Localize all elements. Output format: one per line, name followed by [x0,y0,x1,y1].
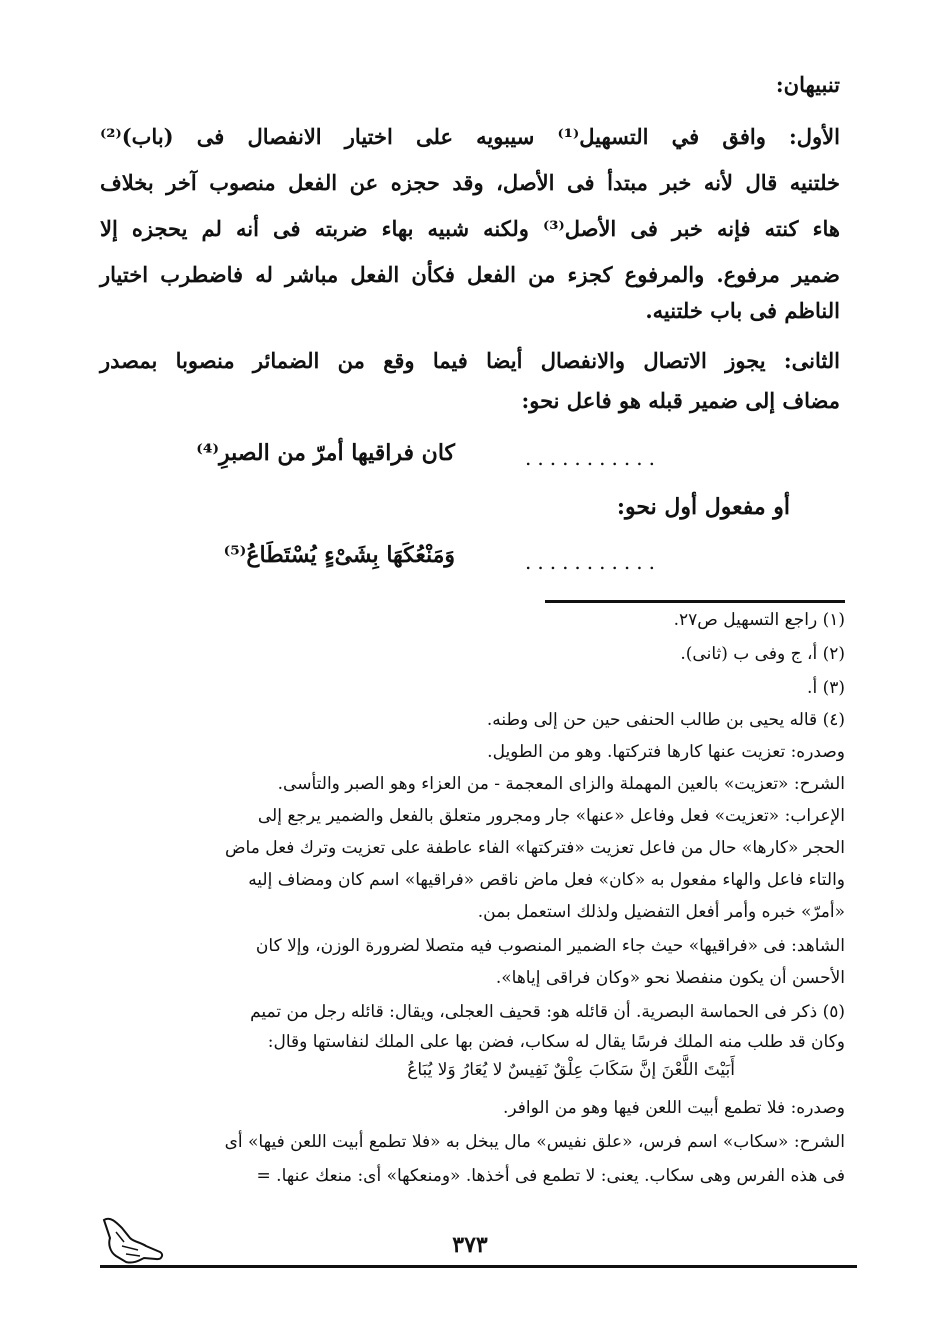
footnote-1: (١) راجع التسهيل ص٢٧. [673,610,845,630]
footnote-4-line-6: والتاء فاعل والهاء مفعول به «كان» فعل ماض ناقص «فراقيها» اسم كان ومضاف إليه [248,870,845,890]
pointing-hand-icon [100,1212,166,1272]
section-heading: تنبيهان: [775,72,840,97]
verse-example-1: كان فراقيها أمرّ من الصبرِ⁽⁴⁾ [196,440,455,466]
footnote-4-line-5: الحجر «كارها» حال من فاعل تعزيت «فتركتها» الفاء عاطفة على تعزيت وترك فعل ماض [224,838,845,858]
footnote-4-line-2: وصدره: تعزيت عنها كارها فتركتها. وهو من الطويل. [487,742,845,762]
footnote-5-line-6: فى هذه الفرس وهى سكاب. يعنى: لا تطمع فى أخذها. «ومنعكها» أى: منعك عنها. = [256,1166,845,1186]
footnote-2: (٢) أ، ج وفى ب (ثانى). [680,644,845,664]
first-note-line-5: الناظم فى باب خلتنيه. [645,298,840,323]
verse-example-2: وَمَنْعُكَهَا بِشَىْءٍ يُسْتَطَاعُ⁽⁵⁾ [223,542,455,568]
first-note-line-3: هاء كنته فإنه خبر فى الأصل⁽³⁾ ولكنه شبيه بهاء ضربته فى أنه لم يحجزه إلا [100,216,840,241]
verse-dots-2: ........... [525,550,661,574]
footnote-4-line-7: «أمرّ» خبره وأمر أفعل التفضيل ولذلك استعمل بمن. [477,902,845,922]
second-note-line-1: الثانى: يجوز الاتصال والانفصال أيضا فيما وقع من الضمائر منصوبا بمصدر [100,348,840,373]
footnote-4: (٤) قاله يحيى بن طالب الحنفى حين حن إلى وطنه. [486,710,845,730]
verse-dots-1: ........... [525,446,661,470]
footnote-5-line-5: الشرح: «سكاب» اسم فرس، «علق نفيس» مال يبخل به «فلا تطمع أبيت اللعن فيها» أى [224,1132,845,1152]
footnote-5-line-2: وكان قد طلب منه الملك فرسًا يقال له سكاب، فضن بها على الملك لنفاستها وقال: [267,1032,845,1052]
second-note-line-2: مضاف إلى ضمير قبله هو فاعل نحو: [521,388,840,413]
footer-rule [100,1265,857,1268]
first-note-line-4: ضمير مرفوع. والمرفوع كجزء من الفعل فكأن الفعل مباشر له فاضطرب اختيار [100,262,840,287]
footnote-3: (٣) أ. [807,678,845,698]
first-note-line-1: الأول: وافق في التسهيل⁽¹⁾ سيبويه على اختيار الانفصال فى (باب)⁽²⁾ [100,124,840,149]
footnote-4-line-9: الأحسن أن يكون منفصلا نحو «وكان فراقى إياها». [495,968,845,988]
footnote-separator [545,600,845,603]
first-note-line-2: خلتنيه قال لأنه خبر مبتدأ فى الأصل، وقد حجزه عن الفعل منصوب آخر بخلاف [100,170,840,195]
footnote-5-line-4: وصدره: فلا تطمع أبيت اللعن فيها وهو من الوافر. [502,1098,845,1118]
footnote-5: (٥) ذكر فى الحماسة البصرية. أن قائله هو: قحيف العجلى، ويقال: قائله رجل من تميم [250,1002,845,1022]
footnote-4-line-4: الإعراب: «تعزيت» فعل وفاعل «عنها» جار ومجرور متعلق بالفعل والضمير يرجع إلى [257,806,845,826]
object-example-intro: أو مفعول أول نحو: [616,494,790,520]
page-number: ٣٧٣ [452,1232,488,1258]
footnote-4-line-8: الشاهد: فى «فراقيها» حيث جاء الضمير المنصوب فيه متصلا لضرورة الوزن، وإلا كان [255,936,845,956]
footnote-4-line-3: الشرح: «تعزيت» بالعين المهملة والزاى المعجمة - من العزاء وهو الصبر والتأسى. [277,774,845,794]
footnote-5-verse: أَبَيْتَ اللَّعْنَ إنَّ سَكَابَ عِلْقٌ نَفِيسٌ لا يُعَارُ وَلا يُبَاعُ [407,1060,735,1080]
